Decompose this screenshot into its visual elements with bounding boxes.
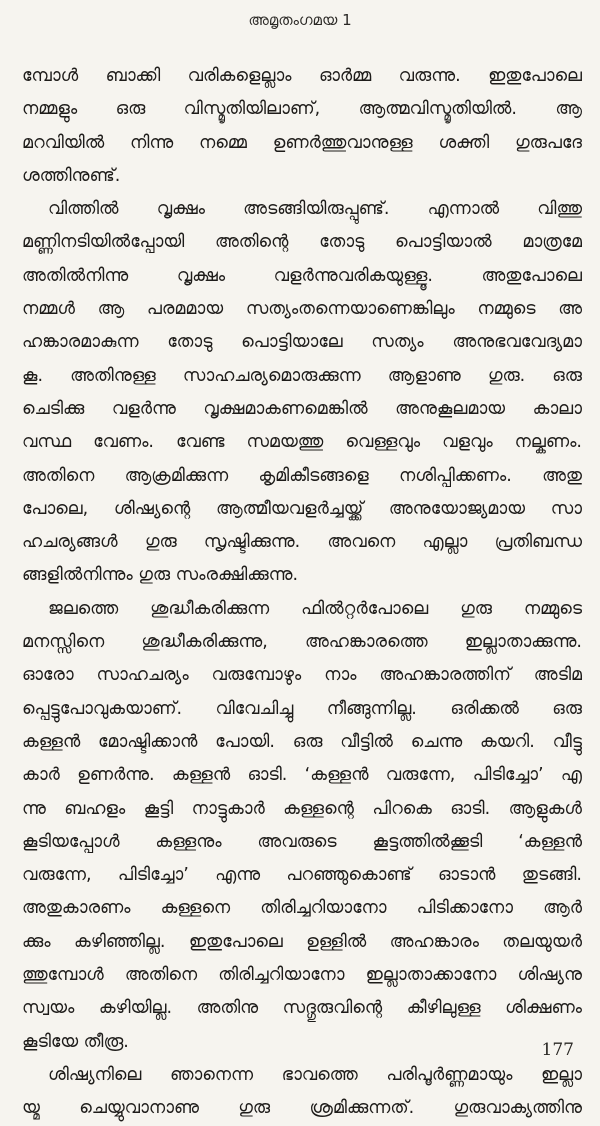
text-line: ജലത്തെ ശുദ്ധീകരിക്കുന്ന ഫിൽറ്റർപോലെ ഗുരു നമ്മുടെ bbox=[48, 598, 582, 619]
text-line: അതിനെ ആക്രമിക്കുന്ന കൃമികീടങ്ങളെ നശിപ്പിക്കണം. അതു bbox=[22, 465, 582, 486]
text-line: ചെടിക്കു വളർന്നു വൃക്ഷമാകണമെങ്കിൽ അനുകൂലമായ കാലാ bbox=[22, 398, 582, 419]
text-line: വസ്ഥ വേണം. വേണ്ട സമയത്തു വെള്ളവും വളവും നല്കണം. bbox=[22, 432, 582, 453]
page-number: 177 bbox=[541, 1040, 574, 1060]
text-line: ന്നു ബഹളം കൂട്ടി നാട്ടുകാർ കള്ളന്റെ പിറകെ ഓടി. ആളുകൾ bbox=[22, 798, 582, 819]
text-line: കൂ. അതിനുള്ള സാഹചര്യമൊരുക്കുന്ന ആളാണു ഗുരു. ഒരു bbox=[22, 365, 582, 386]
text-line: മ്പോൾ ബാക്കി വരികളെല്ലാം ഓർമ്മ വരുന്നു. ഇതുപോലെ bbox=[22, 66, 582, 86]
text-line: പ്പെട്ടുപോവുകയാണ്. വിവേചിച്ചു നീങ്ങുന്നില്ല. ഒരിക്കൽ ഒരു bbox=[22, 698, 582, 719]
body-text bbox=[22, 60, 582, 1126]
text-line: ങ്ങളിൽനിന്നും ഗുരു സംരക്ഷിക്കുന്നു. bbox=[22, 565, 299, 586]
text-line: മനസ്സിനെ ശുദ്ധീകരിക്കുന്നു, അഹങ്കാരത്തെ ഇല്ലാതാക്കുന്നു. bbox=[22, 632, 582, 653]
text-line: കൂടിയേ തീരൂ. bbox=[22, 1031, 129, 1052]
text-line: അതിൽനിന്നു വൃക്ഷം വളർന്നുവരികയുള്ളൂ. അതുപോലെ bbox=[22, 265, 582, 286]
running-header: അമൃതംഗമയ 1 bbox=[248, 11, 352, 29]
paragraph bbox=[22, 193, 582, 593]
text-line: കൂടിയപ്പോൾ കള്ളനും അവരുടെ കൂട്ടത്തിൽക്കൂടി ‘കള്ളൻ bbox=[22, 831, 582, 852]
text-line: ത്തുമ്പോൾ അതിനെ തിരിച്ചറിയാനോ ഇല്ലാതാക്കാനോ ശിഷ്യനു bbox=[22, 965, 582, 986]
text-line: ഹങ്കാരമാകുന്ന തോടു പൊട്ടിയാലേ സത്യം അനുഭവവേദ്യമാ bbox=[22, 332, 582, 353]
text-line: ക്കും കഴിഞ്ഞില്ല. ഇതുപോലെ ഉള്ളിൽ അഹങ്കാരം തലയുയർ bbox=[22, 931, 582, 952]
text-line: നമ്മളും ഒരു വിസ്മൃതിയിലാണ്, ആത്മവിസ്മൃതിയിൽ. ആ bbox=[22, 99, 582, 120]
text-line: വിത്തിൽ വൃക്ഷം അടങ്ങിയിരുപ്പുണ്ട്. എന്നാൽ വിത്തു bbox=[48, 199, 582, 220]
paragraph bbox=[22, 593, 582, 1059]
text-line: ശിഷ്യനിലെ ഞാനെന്ന ഭാവത്തെ പരിപൂർണ്ണമായും ഇല്ലാ bbox=[48, 1064, 582, 1085]
text-line: അതുകാരണം കള്ളനെ തിരിച്ചറിയാനോ പിടിക്കാനോ ആർ bbox=[22, 898, 582, 919]
text-line: ഓരോ സാഹചര്യം വരുമ്പോഴും നാം അഹങ്കാരത്തിന് അടിമ bbox=[22, 665, 582, 686]
text-line: യ്മ ചെയ്യുവാനാണു ഗുരു ശ്രമിക്കുന്നത്. ഗുരുവാക്യത്തിനു bbox=[22, 1098, 582, 1119]
text-line: വരുന്നേ, പിടിച്ചോ’ എന്നു പറഞ്ഞുകൊണ്ട് ഓടാൻ തുടങ്ങി. bbox=[22, 865, 582, 886]
paragraph bbox=[22, 1059, 582, 1126]
text-line: മണ്ണിനടിയിൽപ്പോയി അതിന്റെ തോടു പൊട്ടിയാൽ മാത്രമേ bbox=[22, 232, 582, 253]
text-line: കള്ളൻ മോഷ്ടിക്കാൻ പോയി. ഒരു വീട്ടിൽ ചെന്നു കയറി. വീട്ടു bbox=[22, 731, 582, 752]
text-line: ശത്തിനുണ്ട്. bbox=[22, 165, 121, 186]
text-line: കാർ ഉണർന്നു. കള്ളൻ ഓടി. ‘കള്ളൻ വരുന്നേ, പിടിച്ചോ’ എ bbox=[22, 765, 582, 786]
paragraph bbox=[22, 60, 582, 193]
text-line: സ്വയം കഴിയില്ല. അതിനു സദ്ഗുരുവിന്റെ കീഴിലുള്ള ശിക്ഷണം bbox=[22, 998, 582, 1019]
text-line: ഹചര്യങ്ങൾ ഗുരു സൃഷ്ടിക്കുന്നു. അവനെ എല്ലാ പ്രതിബന്ധ bbox=[22, 532, 582, 553]
text-line: പോലെ, ശിഷ്യന്റെ ആത്മീയവളർച്ചയ്ക്ക് അനുയോജ്യമായ സാ bbox=[22, 498, 582, 519]
text-line: മറവിയിൽ നിന്നു നമ്മെ ഉണർത്തുവാനുള്ള ശക്തി ഗുരുപദേ bbox=[22, 132, 582, 153]
text-line: നമ്മൾ ആ പരമമായ സത്യംതന്നെയാണെങ്കിലും നമ്മുടെ അ bbox=[22, 299, 582, 320]
